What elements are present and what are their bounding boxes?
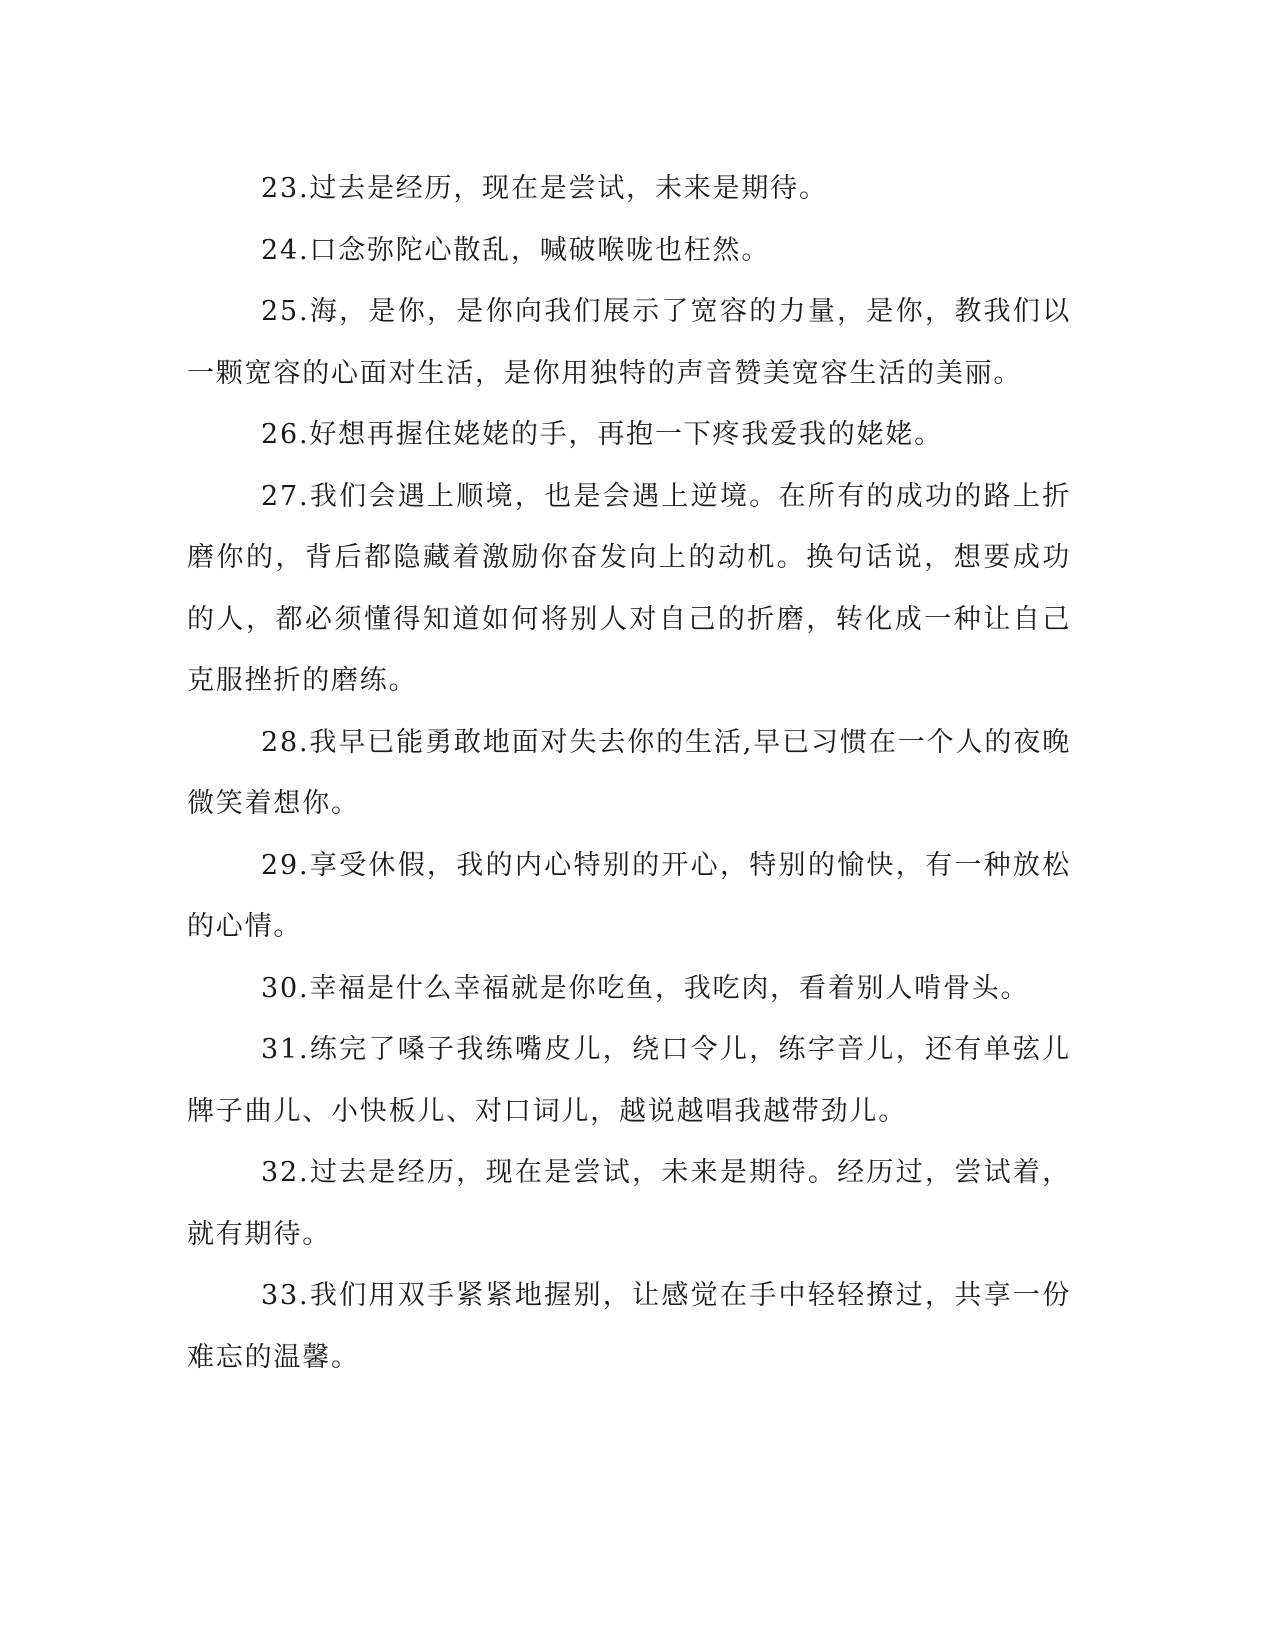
paragraph-23: 23.过去是经历，现在是尝试，未来是期待。 [261,173,828,204]
paragraph-30: 30.幸福是什么幸福就是你吃鱼，我吃肉，看着别人啃骨头。 [261,972,1030,1004]
paragraph-25: 25.海，是你，是你向我们展示了宽容的力量，是你，教我们以一颗宽容的心面对生活，是你用独特的声音赞美宽容生活的美丽。 [187,296,1071,389]
document-body [187,158,1071,1388]
paragraph-27: 27.我们会遇上顺境，也是会遇上逆境。在所有的成功的路上折磨你的，背后都隐藏着激励你奋发向上的动机。换句话说，想要成功的人，都必须懂得知道如何将别人对自己的折磨，转化成一种让自己克服挫折的磨练。 [187,480,1071,696]
paragraph-28: 28.我早已能勇敢地面对失去你的生活,早已习惯在一个人的夜晚微笑着想你。 [187,726,1071,819]
paragraph-33: 33.我们用双手紧紧地握别，让感觉在手中轻轻撩过，共享一份难忘的温馨。 [187,1280,1071,1373]
paragraph-24: 24.口念弥陀心散乱，喊破喉咙也枉然。 [261,234,771,266]
paragraph-32: 32.过去是经历，现在是尝试，未来是期待。经历过，尝试着，就有期待。 [187,1157,1071,1250]
paragraph-31: 31.练完了嗓子我练嘴皮儿，绕口令儿，练字音儿，还有单弦儿牌子曲儿、小快板儿、对口词儿，越说越唱我越带劲儿。 [187,1034,1071,1127]
paragraph-26: 26.好想再握住姥姥的手，再抱一下疼我爱我的姥姥。 [261,419,943,450]
paragraph-29: 29.享受休假，我的内心特别的开心，特别的愉快，有一种放松的心情。 [187,849,1071,942]
